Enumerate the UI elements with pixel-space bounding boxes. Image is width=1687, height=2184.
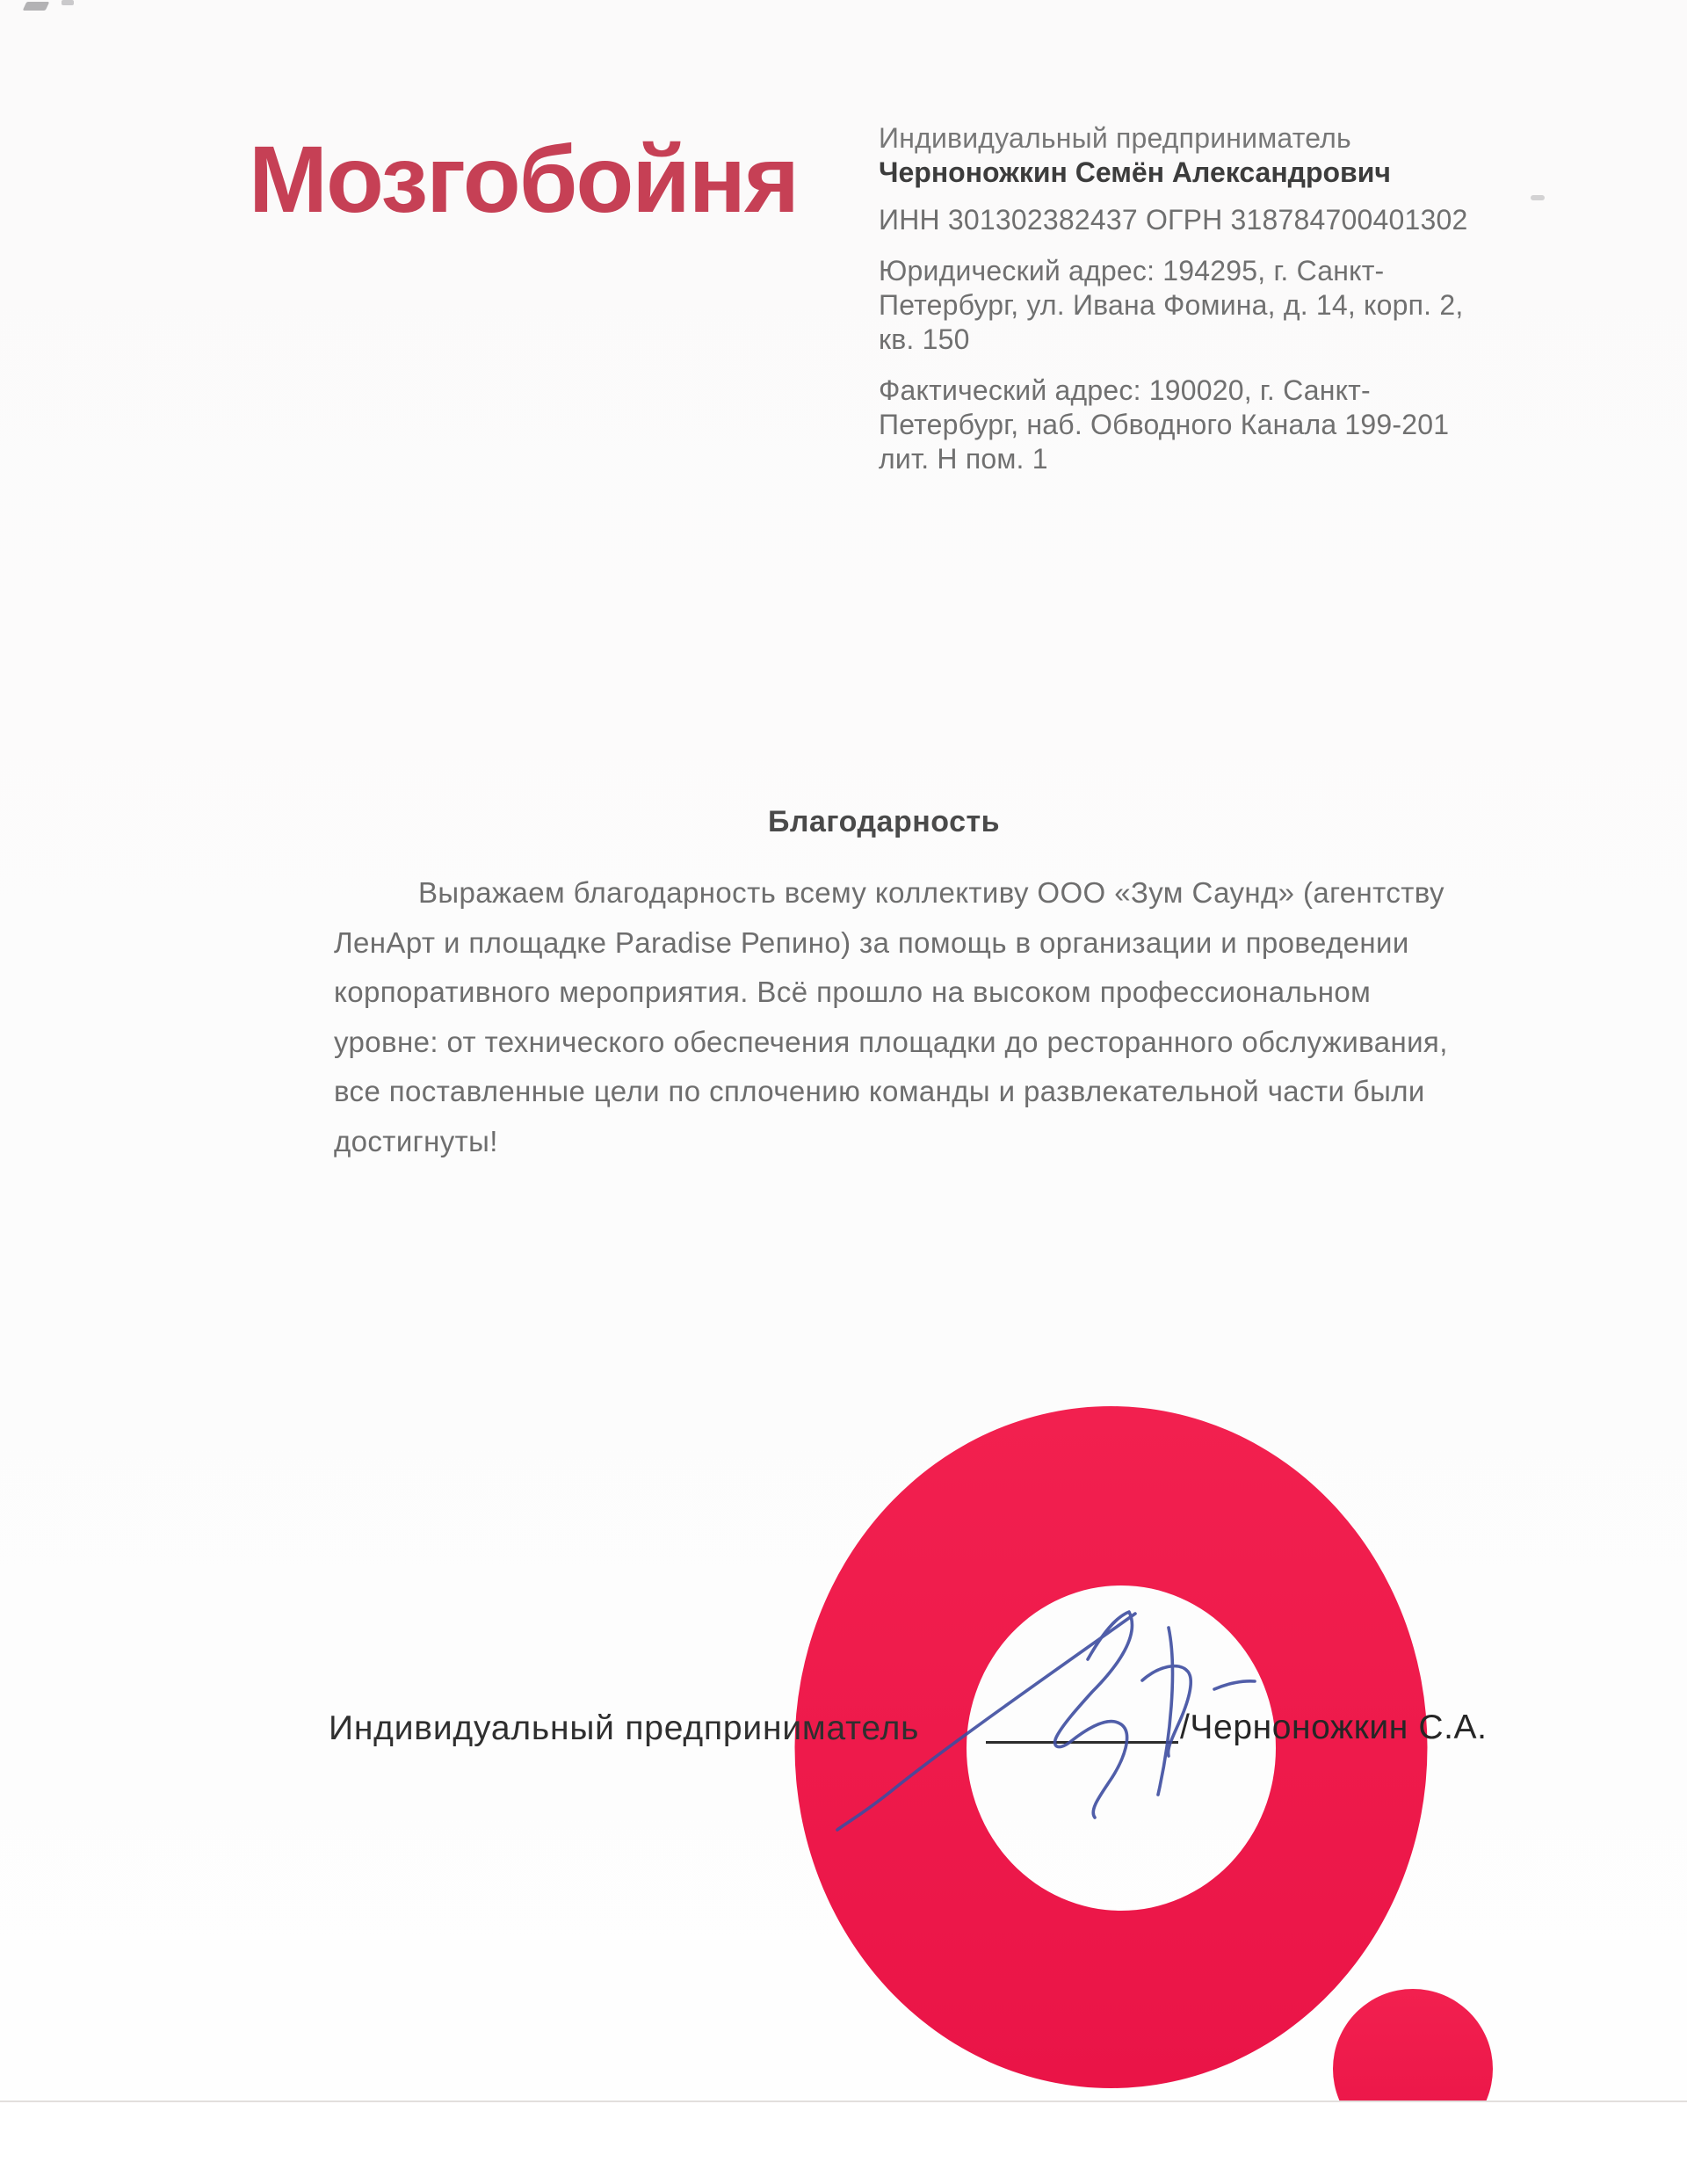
company-logo-wordmark: Мозгобойня — [249, 126, 799, 232]
letterhead-actual-address: Фактический адрес: 190020, г. Санкт-Петербург, наб. Обводного Канала 199-201 лит. Н пом. 1 — [879, 374, 1450, 475]
body-line: корпоративного мероприятия. Всё прошло на высоком профессиональном — [334, 976, 1372, 1008]
letterhead-legal-address: Юридический адрес: 194295, г. Санкт-Петербург, ул. Ивана Фомина, д. 14, корп. 2, кв. 150 — [879, 255, 1464, 355]
signoff-label: Индивидуальный предприниматель — [329, 1709, 920, 1747]
signature-line — [986, 1741, 1178, 1744]
photo-artifact — [23, 2, 50, 11]
letterhead-person-name: Черноножкин Семён Александрович — [879, 156, 1391, 188]
photo-artifact — [62, 0, 74, 5]
body-line: уровне: от технического обеспечения площадки до ресторанного обслуживания, — [334, 1025, 1448, 1058]
body-line: Выражаем благодарность всему коллективу ООО «Зум Саунд» (агентству — [418, 876, 1444, 909]
photo-background — [0, 2102, 1687, 2184]
document-title: Благодарность — [767, 805, 1001, 838]
letter-body — [334, 868, 1511, 1166]
body-line: все поставленные цели по сплочению команды и развлекательной части были — [334, 1075, 1425, 1107]
letterhead-block — [879, 121, 1485, 476]
body-line: ЛенАрт и площадке Paradise Репино) за помощь в организации и проведении — [334, 925, 1409, 959]
signoff-name: /Черноножкин С.А. — [1180, 1709, 1488, 1746]
letterhead-inn-ogrn: ИНН 301302382437 ОГРН 318784700401302 — [879, 204, 1468, 236]
letterhead-entity-type: Индивидуальный предприниматель — [879, 122, 1351, 154]
photo-artifact — [1531, 195, 1545, 200]
body-line: достигнуты! — [334, 1124, 498, 1157]
